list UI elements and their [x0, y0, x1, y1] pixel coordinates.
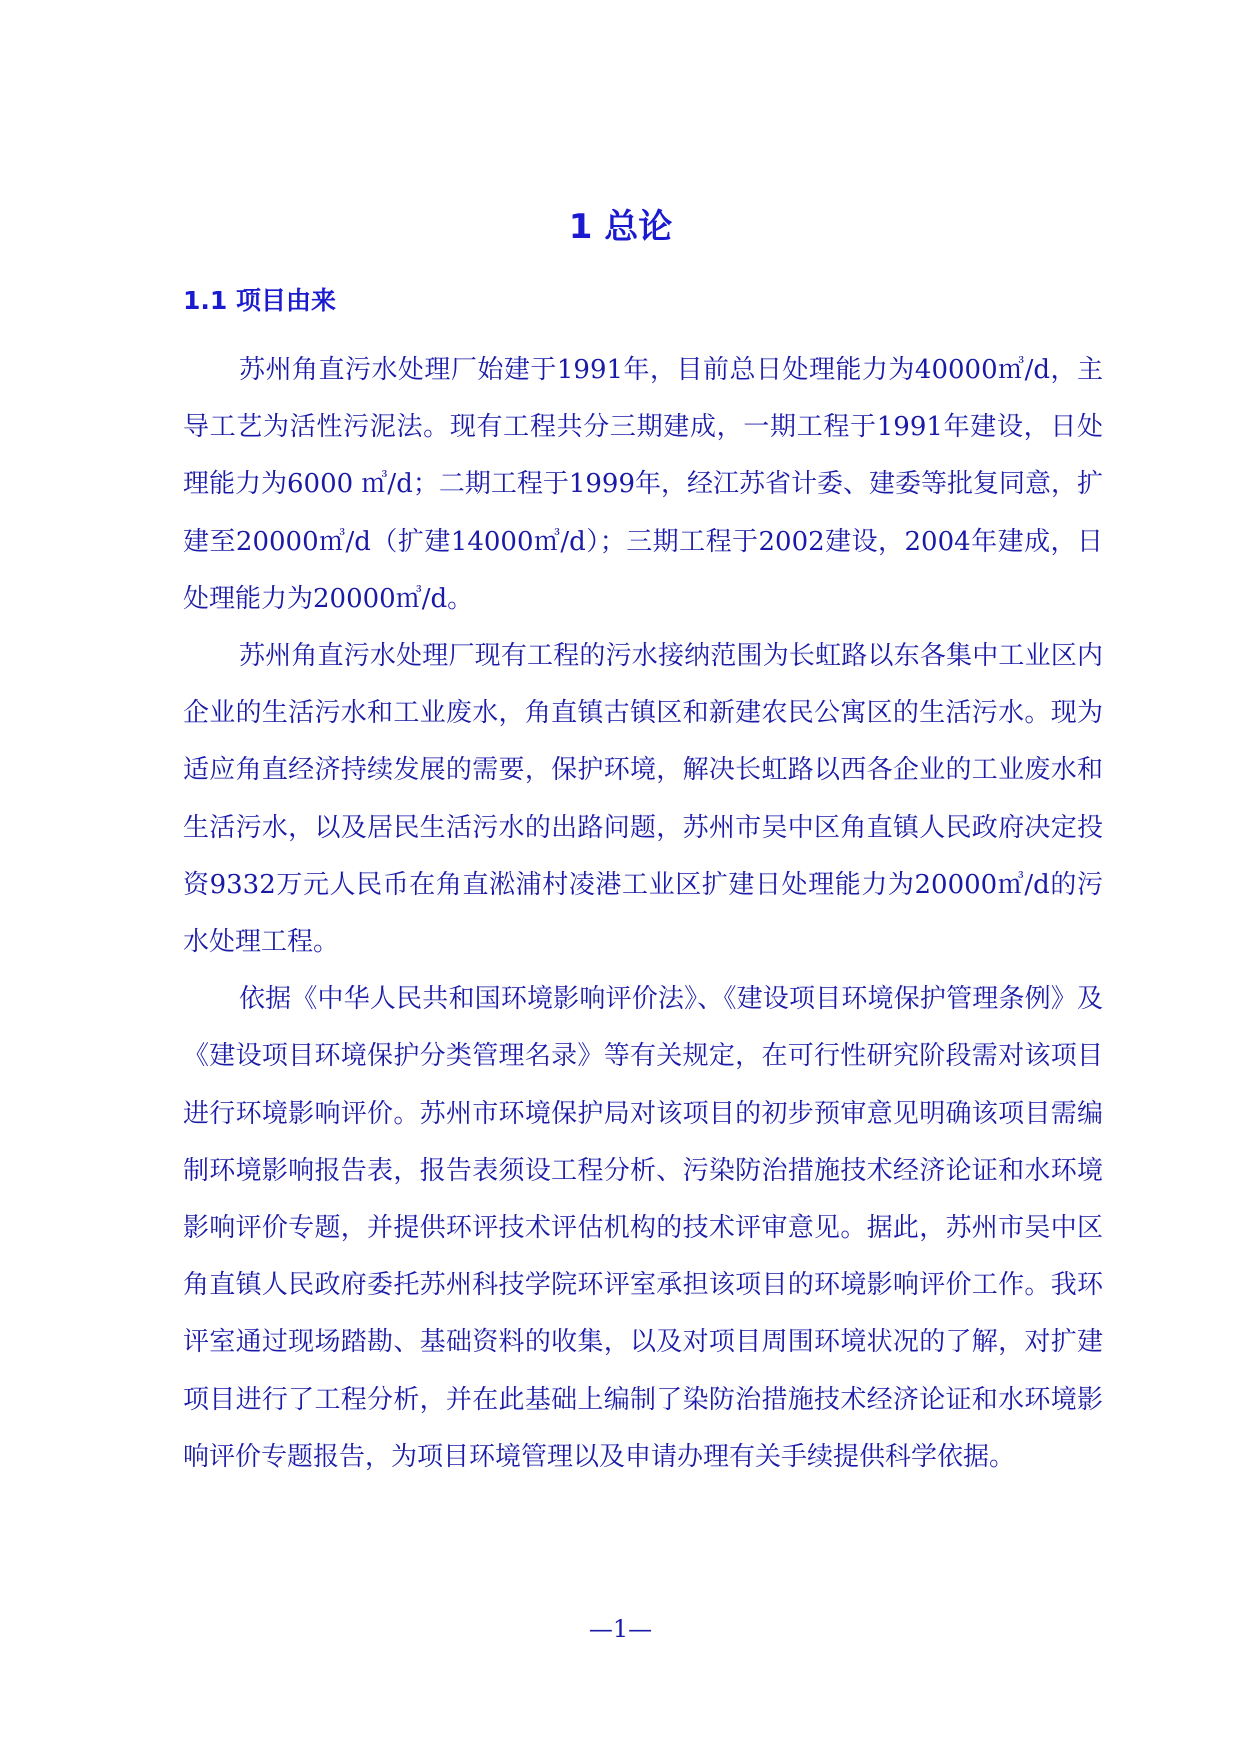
paragraph-service-area: 苏州角直污水处理厂现有工程的污水接纳范围为长虹路以东各集中工业区内企业的生活污水和工业废水，角直镇古镇区和新建农民公寓区的生活污水。现为适应角直经济持续发展的需要，保护环境，解决长虹路以西各企业的工业废水和生活污水，以及居民生活污水的出路问题，苏州市吴中区角直镇人民政府决定投资9332万元人民币在角直淞浦村凌港工业区扩建日处理能力为20000㎥/d的污水处理工程。: [183, 641, 1103, 958]
paragraph-legal-basis: 依据《中华人民共和国环境影响评价法》、《建设项目环境保护管理条例》及《建设项目环境保护分类管理名录》等有关规定，在可行性研究阶段需对该项目进行环境影响评价。苏州市环境保护局对该项目的初步预审意见明确该项目需编制环境影响报告表，报告表须设工程分析、污染防治措施技术经济论证和水环境影响评价专题，并提供环评技术评估机构的技术评审意见。据此，苏州市吴中区角直镇人民政府委托苏州科技学院环评室承担该项目的环境影响评价工作。我环评室通过现场踏勘、基础资料的收集，以及对项目周围环境状况的了解，对扩建项目进行了工程分析，并在此基础上编制了染防治措施技术经济论证和水环境影响评价专题报告，为项目环境管理以及申请办理有关手续提供科学依据。: [183, 984, 1103, 1472]
section-heading: 1.1 项目由来: [183, 286, 336, 315]
page-number: —1—: [588, 1615, 653, 1643]
body-text: [183, 342, 1103, 1486]
chapter-title: 1 总论: [568, 207, 673, 247]
paragraph-project-background: 苏州角直污水处理厂始建于1991年，目前总日处理能力为40000㎥/d，主导工艺为活性污泥法。现有工程共分三期建成，一期工程于1991年建设，日处理能力为6000 ㎥/d；二期工程于1999年，经江苏省计委、建委等批复同意，扩建至20000㎥/d（扩建14000㎥/d）；三期工程于2002建设，2004年建成，日处理能力为20000㎥/d。: [183, 355, 1104, 614]
